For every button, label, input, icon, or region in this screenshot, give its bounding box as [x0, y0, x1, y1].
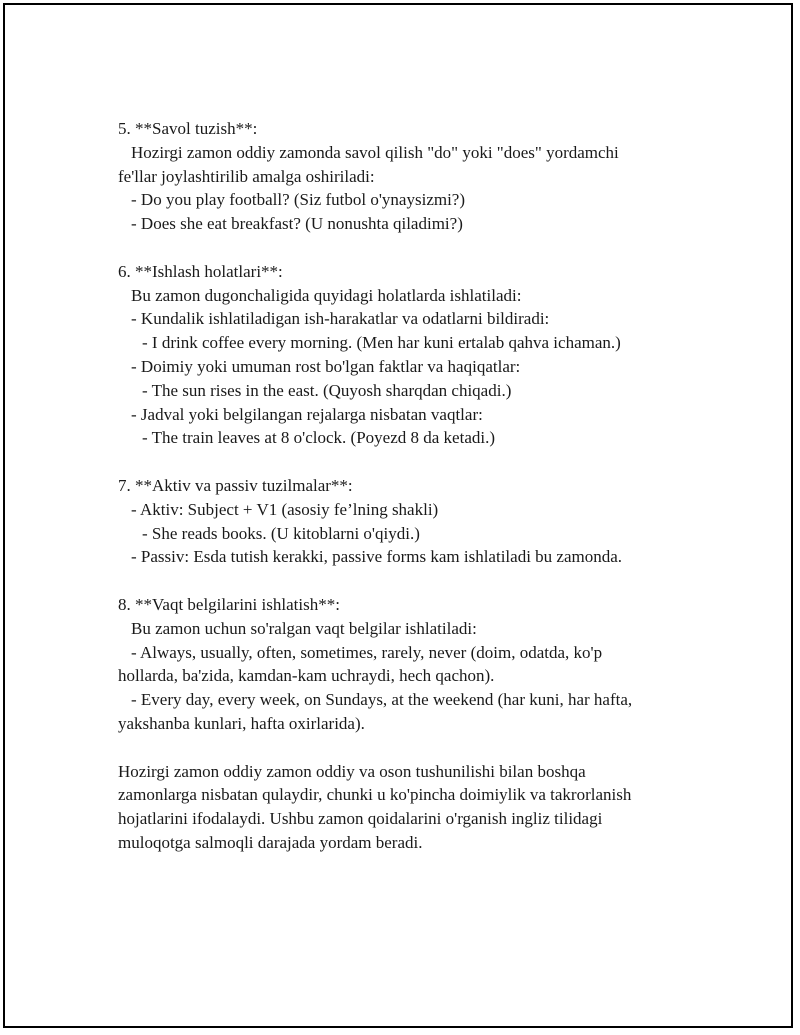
example-item: - The train leaves at 8 o'clock. (Poyezd 8 da ketadi.) — [142, 428, 496, 448]
paragraph-line: muloqotga salmoqli darajada yordam beradi. — [118, 832, 423, 852]
list-item: - Jadval yoki belgilangan rejalarga nisbatan vaqtlar: — [131, 404, 483, 424]
list-item: - Do you play football? (Siz futbol o'ynaysizmi?) — [131, 190, 466, 210]
list-item-continuation: hollarda, ba'zida, kamdan-kam uchraydi, hech qachon). — [118, 666, 495, 686]
example-item: - I drink coffee every morning. (Men har kuni ertalab qahva ichaman.) — [142, 333, 621, 353]
section-heading: 5. **Savol tuzish**: — [118, 119, 258, 138]
list-item: - Every day, every week, on Sundays, at the weekend (har kuni, har hafta, — [131, 690, 633, 710]
section-vaqt-belgilari — [118, 593, 718, 736]
paragraph-line: zamonlarga nisbatan qulaydir, chunki u ko'pincha doimiylik va takrorlanish — [118, 785, 632, 805]
paragraph-line: fe'llar joylashtirilib amalga oshiriladi: — [118, 166, 375, 186]
list-item: - Passiv: Esda tutish kerakki, passive forms kam ishlatiladi bu zamonda. — [131, 547, 623, 567]
paragraph-line: Hozirgi zamon oddiy zamon oddiy va oson tushunilishi bilan boshqa — [118, 761, 586, 781]
paragraph-line: hojatlarini ifodalaydi. Ushbu zamon qoidalarini o'rganish ingliz tilidagi — [118, 809, 603, 829]
document-body — [118, 117, 718, 855]
section-aktiv-passiv — [118, 474, 718, 569]
section-savol-tuzish — [118, 117, 718, 236]
example-item: - The sun rises in the east. (Quyosh sharqdan chiqadi.) — [142, 380, 512, 400]
section-heading: 6. **Ishlash holatlari**: — [118, 261, 283, 281]
list-item: - Always, usually, often, sometimes, rarely, never (doim, odatda, ko'p — [131, 642, 603, 662]
list-item: - Doimiy yoki umuman rost bo'lgan faktlar va haqiqatlar: — [131, 356, 521, 376]
section-heading: 7. **Aktiv va passiv tuzilmalar**: — [118, 475, 353, 495]
list-item-continuation: yakshanba kunlari, hafta oxirlarida). — [118, 713, 365, 733]
paragraph-line: Bu zamon uchun so'ralgan vaqt belgilar ishlatiladi: — [131, 618, 477, 638]
conclusion-paragraph — [118, 760, 718, 855]
example-item: - She reads books. (U kitoblarni o'qiydi.) — [142, 523, 420, 543]
section-heading: 8. **Vaqt belgilarini ishlatish**: — [118, 594, 340, 614]
list-item: - Kundalik ishlatiladigan ish-harakatlar va odatlarni bildiradi: — [131, 309, 550, 329]
paragraph-line: Bu zamon dugonchaligida quyidagi holatlarda ishlatiladi: — [131, 285, 522, 305]
section-ishlash-holatlari — [118, 260, 718, 450]
list-item: - Aktiv: Subject + V1 (asosiy fe’lning shakli) — [131, 499, 439, 519]
paragraph-line: Hozirgi zamon oddiy zamonda savol qilish "do" yoki "does" yordamchi — [131, 142, 619, 162]
list-item: - Does she eat breakfast? (U nonushta qiladimi?) — [131, 214, 463, 234]
